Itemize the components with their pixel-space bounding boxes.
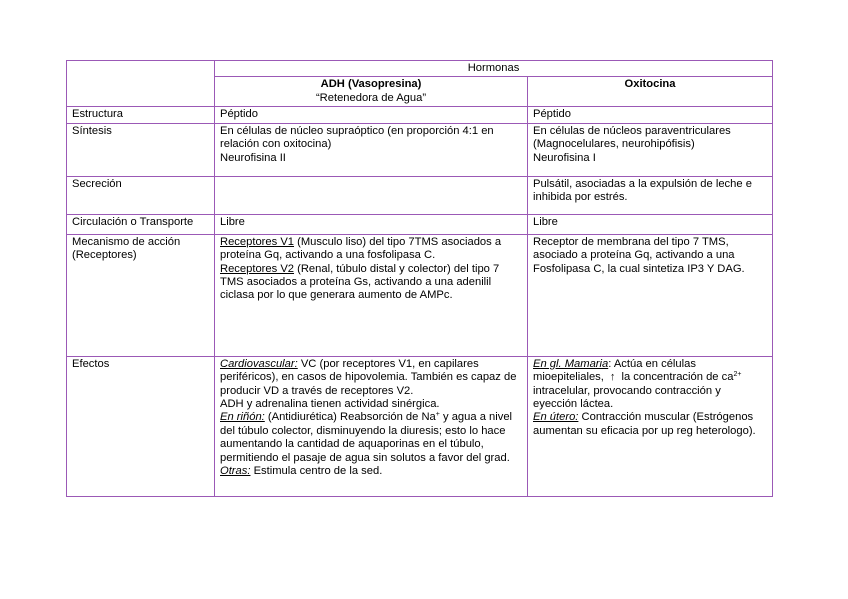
adh-title: ADH (Vasopresina) — [320, 78, 422, 91]
rinon-text: (Antidiurética) Reabsorción de Na — [264, 411, 436, 424]
column-header-adh — [215, 77, 528, 107]
table-row — [67, 61, 773, 77]
up-arrow-icon: ↑ — [609, 371, 616, 384]
cell-efectos-oxi — [528, 356, 773, 496]
mamaria-text-end: intracelular, provocando contracción y eyección láctea. — [533, 384, 721, 411]
row-label-sintesis: Síntesis — [67, 123, 215, 176]
calcium-superscript: 2+ — [733, 371, 742, 379]
hormones-table — [66, 60, 773, 497]
cell-circulacion-oxi: Libre — [528, 214, 773, 234]
column-header-oxitocina: Oxitocina — [528, 77, 773, 107]
sintesis-oxi-line: Neurofisina I — [533, 151, 596, 164]
rinon-label: En riñón: — [220, 411, 265, 424]
group-header: Hormonas — [215, 61, 773, 77]
table-row — [67, 123, 773, 176]
cell-sintesis-adh — [215, 123, 528, 176]
receptores-v2-label: Receptores V2 — [220, 262, 295, 275]
cell-secrecion-oxi: Pulsátil, asociadas a la expulsión de leche e inhibida por estrés. — [528, 176, 773, 214]
utero-text: Contracción muscular (Estrógenos aumentan su eficacia por up reg heterologo). — [533, 411, 756, 437]
row-label-secrecion: Secreción — [67, 176, 215, 214]
cell-secrecion-adh — [215, 176, 528, 214]
receptores-v1-text: (Musculo liso) del tipo 7TMS asociados a proteína Gq, activando a una fosfolipasa C. — [220, 235, 502, 262]
receptores-v2-text: (Renal, túbulo distal y colector) del tipo 7 TMS asociados a proteína Gs, activando a una adenilil ciclasa por lo que generara aumento de AMPc. — [220, 262, 500, 302]
row-label-estructura: Estructura — [67, 107, 215, 123]
cell-mecanismo-adh — [215, 234, 528, 356]
cell-circulacion-adh: Libre — [215, 214, 528, 234]
table-row — [67, 214, 773, 234]
table-row — [67, 356, 773, 496]
cardiovascular-label: Cardiovascular: — [220, 357, 298, 370]
row-label-efectos: Efectos — [67, 356, 215, 496]
cell-estructura-adh: Péptido — [215, 107, 528, 123]
adrenalina-text: ADH y adrenalina tienen actividad sinérgica. — [220, 398, 440, 411]
otras-label: Otras: — [220, 465, 251, 478]
adh-subtitle: “Retenedora de Agua” — [315, 91, 427, 104]
sintesis-oxi-line: En células de núcleos paraventriculares (Magnocelulares, neurohipófisis) — [533, 124, 731, 151]
table-row — [67, 234, 773, 356]
sodium-superscript: + — [435, 411, 440, 419]
table-row — [67, 176, 773, 214]
rinon-text-cont: y agua a nivel del túbulo colector, disminuyendo la diuresis; esto lo hace aumentando la cantidad de aquaporinas en el túbulo, permitiendo el pasaje de agua sin solutos a favor del grad. — [220, 411, 513, 464]
receptores-v1-label: Receptores V1 — [220, 235, 295, 248]
cell-mecanismo-oxi: Receptor de membrana del tipo 7 TMS, asociado a proteína Gq, activando a una Fosfolipasa C, la cual sintetiza IP3 Y DAG. — [528, 234, 773, 356]
cell-estructura-oxi: Péptido — [528, 107, 773, 123]
otras-text: Estimula centro de la sed. — [250, 465, 383, 478]
sintesis-adh-line: Neurofisina II — [220, 151, 286, 164]
table-row — [67, 107, 773, 123]
sintesis-adh-line: En células de núcleo supraóptico (en proporción 4:1 en relación con oxitocina) — [220, 124, 494, 151]
mamaria-text-cont: la concentración de ca — [621, 371, 734, 384]
row-label-mecanismo: Mecanismo de acción (Receptores) — [67, 234, 215, 356]
row-label-circulacion: Circulación o Transporte — [67, 214, 215, 234]
mamaria-text: : Actúa en células mioepiteliales, — [533, 357, 696, 384]
mamaria-label: En gl. Mamaria — [533, 357, 609, 370]
cell-sintesis-oxi — [528, 123, 773, 176]
utero-label: En útero: — [533, 411, 579, 424]
corner-cell — [67, 61, 215, 107]
cell-efectos-adh — [215, 356, 528, 496]
cardiovascular-text: VC (por receptores V1, en capilares periféricos), en casos de hipovolemia. También es capaz de producir VD a través de receptores V2. — [220, 357, 517, 397]
